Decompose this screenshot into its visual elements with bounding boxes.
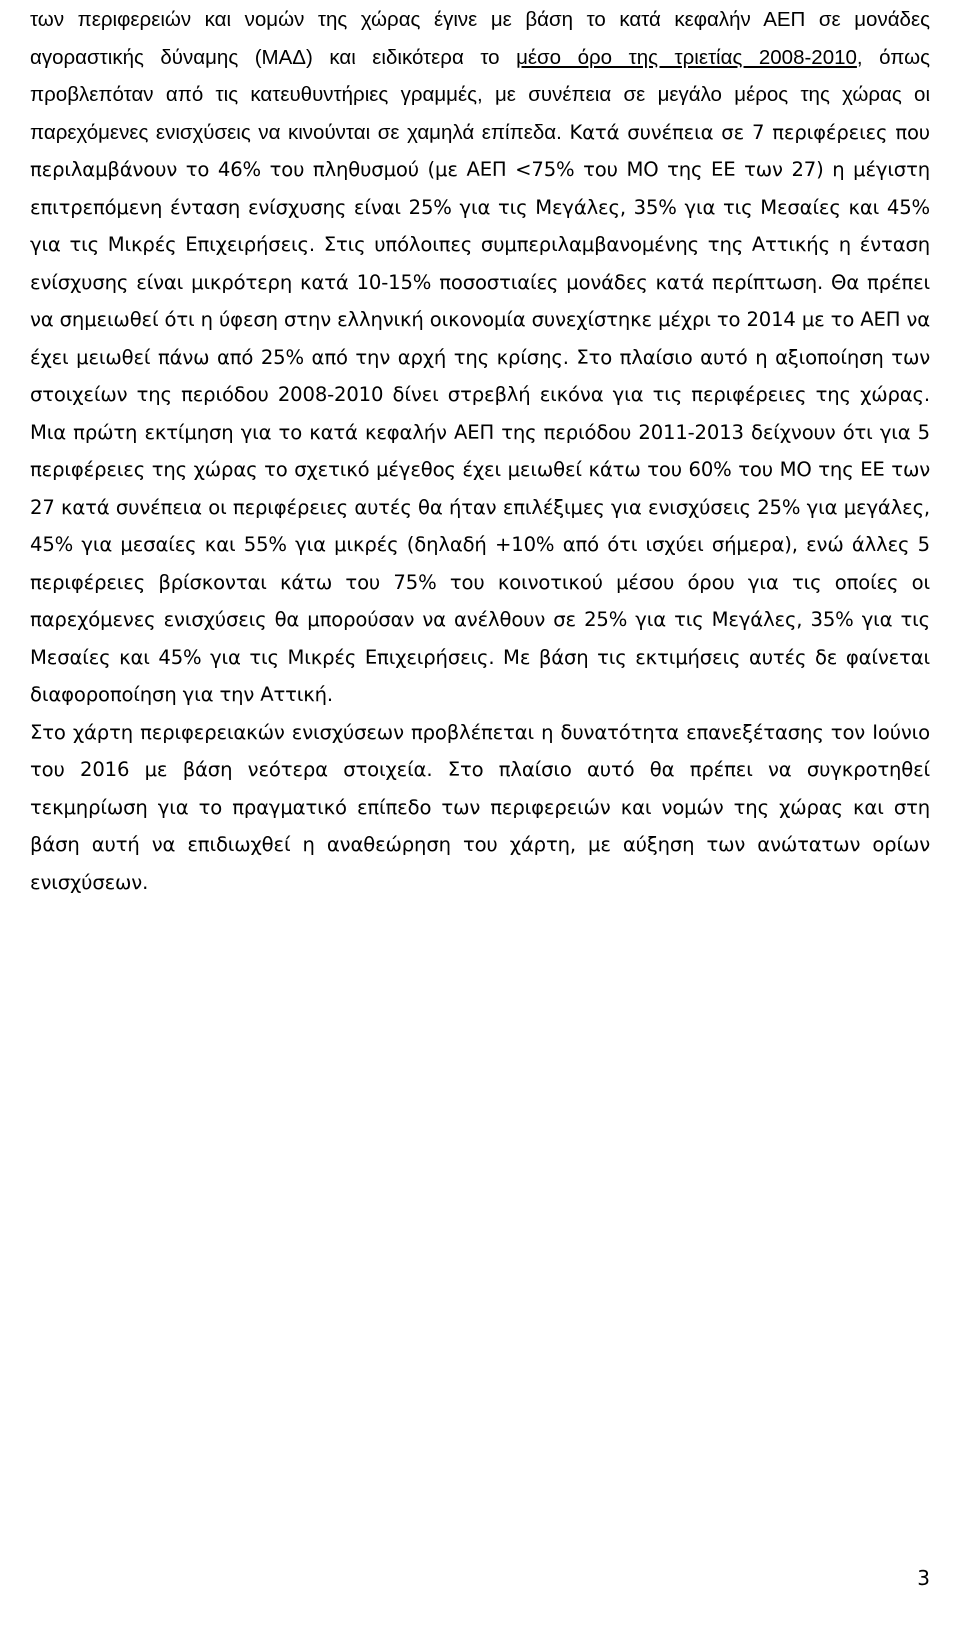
document-page bbox=[30, 0, 930, 1638]
body-paragraph-2: Στο χάρτη περιφερειακών ενισχύσεων προβλέπεται η δυνατότητα επανεξέτασης τον Ιούνιο του 2016 με βάση νεότερα στοιχεία. Στο πλαίσιο αυτό θα πρέπει να συγκροτηθεί τεκμηρίωση για το πραγματικό επίπεδο των περιφερειών και νομών της χώρας και στη βάση αυτή να επιδιωχθεί η αναθεώρηση του χάρτη, με αύξηση των ανώτατων ορίων ενισχύσεων. bbox=[30, 720, 930, 894]
paragraph-1-text-part-1: των περιφερειών και νομών της χώρας έγινε με βάση το κατά κεφαλήν ΑΕΠ σε μονάδες αγοραστικής δύναμης (ΜΑΔ) και ειδικότερα το bbox=[30, 8, 930, 69]
paragraph-1-underlined-text: μέσο όρο της τριετίας 2008-2010 bbox=[516, 45, 857, 69]
paragraph-1-text-part-3: , όπως προβλεπόταν από τις κατευθυντήριες γραμμές, με συνέπεια σε μεγάλο μέρος της χώρας οι παρεχόμενες ενισχύσεις να κινούνται σε χαμηλά επίπεδα. bbox=[30, 45, 930, 144]
body-paragraph-1 bbox=[30, 0, 930, 714]
paragraph-1-text-part-4: Κατά συνέπεια σε 7 περιφέρειες που περιλαμβάνουν το 46% του πληθυσμού (με ΑΕΠ <75% του ΜΟ της ΕΕ των 27) η μέγιστη επιτρεπόμενη ένταση ενίσχυσης είναι 25% για τις Μεγάλες, 35% για τις Μεσαίες και 45% για τις Μικρές Επιχειρήσεις. Στις υπόλοιπες συμπεριλαμβανομένης της Αττικής η ένταση ενίσχυσης είναι μικρότερη κατά 10-15% ποσοστιαίες μονάδες κατά περίπτωση. Θα πρέπει να σημειωθεί ότι η ύφεση στην ελληνική οικονομία συνεχίστηκε μέχρι το 2014 με το ΑΕΠ να έχει μειωθεί πάνω από 25% από την αρχή της κρίσης. Στο πλαίσιο αυτό η αξιοποίηση των στοιχείων της περιόδου 2008-2010 δίνει στρεβλή εικόνα για τις περιφέρειες της χώρας. Μια πρώτη εκτίμηση για το κατά κεφαλήν ΑΕΠ της περιόδου 2011-2013 δείχνουν ότι για 5 περιφέρειες της χώρας το σχετικό μέγεθος έχει μειωθεί κάτω του 60% του ΜΟ της ΕΕ των 27 κατά συνέπεια οι περιφέρειες αυτές θα ήταν επιλέξιμες για ενισχύσεις 25% για μεγάλες, 45% για μεσαίες και 55% για μικρές (δηλαδή +10% από ότι ισχύει σήμερα), ενώ άλλες 5 περιφέρειες βρίσκονται κάτω του 75% του κοινοτικού μέσου όρου για τις οποίες οι παρεχόμενες ενισχύσεις θα μπορούσαν να ανέλθουν σε 25% για τις Μεγάλες, 35% για τις Μεσαίες και 45% για τις Μικρές Επιχειρήσεις. Με βάση τις εκτιμήσεις αυτές δε φαίνεται διαφοροποίηση για την Αττική. bbox=[30, 120, 930, 706]
page-number: 3 bbox=[917, 1566, 930, 1590]
